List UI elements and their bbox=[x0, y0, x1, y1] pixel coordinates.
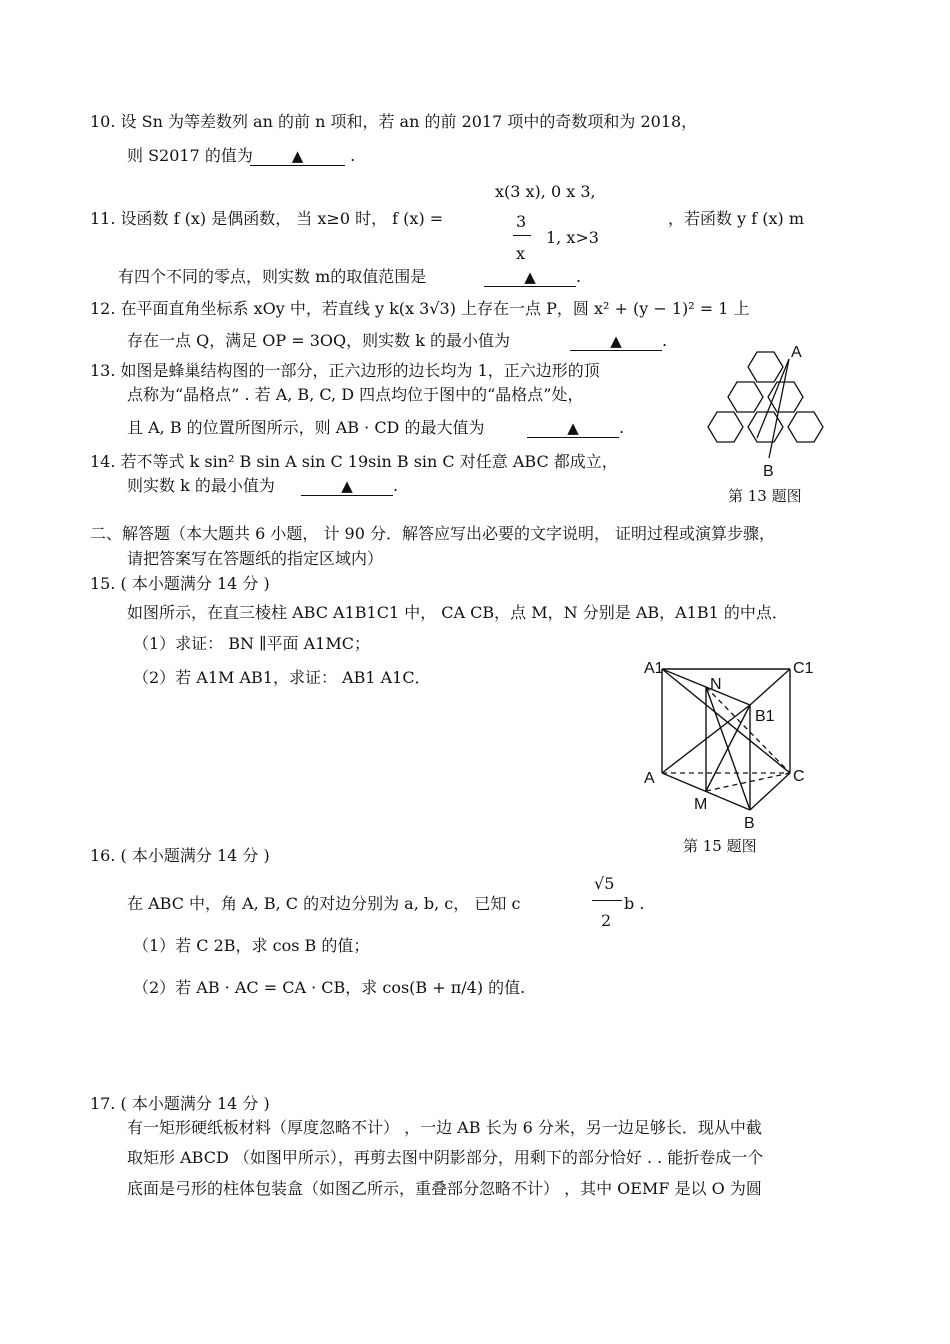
q14-answer-blank: ▲ . bbox=[301, 476, 398, 496]
q11-line2: 有四个不同的零点，则实数 m的取值范围是 bbox=[118, 267, 427, 286]
q11-answer-blank: ▲ . bbox=[484, 267, 581, 287]
prism-figure bbox=[640, 655, 815, 835]
q14-line2: 则实数 k 的最小值为 bbox=[127, 476, 275, 495]
q14-line1: 14. 若不等式 k sin² B sin A sin C 19sin B sin C 对任意 ABC 都成立， bbox=[90, 452, 618, 471]
section2-subheading: 请把答案写在答题纸的指定区域内） bbox=[127, 549, 384, 568]
section2-heading: 二、解答题（本大题共 6 小题， 计 90 分．解答应写出必要的文字说明， 证明过程或演算步骤， bbox=[90, 524, 776, 543]
q11-frac-bar bbox=[513, 235, 531, 236]
q16-header: 16. ( 本小题满分 14 分 ) bbox=[90, 846, 270, 865]
q11-line1: 11. 设函数 f (x) 是偶函数， 当 x≥0 时， f (x) = bbox=[90, 209, 444, 228]
q17-line2: 取矩形 ABCD （如图甲所示），再剪去图中阴影部分，用剩下的部分恰好 . . 能折卷成一个 bbox=[127, 1148, 764, 1167]
q16-frac-den: 2 bbox=[601, 911, 612, 930]
fig15-caption: 第 15 题图 bbox=[683, 837, 757, 855]
q10-line1: 10. 设 Sn 为等差数列 an 的前 n 项和，若 an 的前 2017 项中的奇数项和为 2018， bbox=[90, 112, 698, 131]
fig13-caption: 第 13 题图 bbox=[728, 487, 802, 505]
q12-line1: 12. 在平面直角坐标系 xOy 中，若直线 y k(x 3√3) 上存在一点 P，圆 x² + (y − 1)² = 1 上 bbox=[90, 299, 750, 318]
honeycomb-figure bbox=[705, 340, 840, 480]
q11-line1-tail: ，若函数 y f (x) m bbox=[668, 209, 804, 228]
q17-header: 17. ( 本小题满分 14 分 ) bbox=[90, 1094, 270, 1113]
q16-line1: 在 ABC 中，角 A, B, C 的对边分别为 a, b, c， 已知 c bbox=[127, 894, 521, 913]
q16-frac-num: √5 bbox=[594, 874, 615, 893]
q15-part1: （1）求证： BN ∥平面 A1MC； bbox=[133, 634, 370, 653]
q15-part2: （2）若 A1M AB1，求证： AB1 A1C． bbox=[133, 668, 431, 687]
q15-line1: 如图所示，在直三棱柱 ABC A1B1C1 中， CA CB，点 M，N 分别是 AB，A1B1 的中点． bbox=[127, 603, 788, 622]
fig15-label-b1: B1 bbox=[755, 708, 775, 725]
q11-frac-den: x bbox=[516, 244, 526, 263]
q10-line2: 则 S2017 的值为 bbox=[127, 146, 253, 165]
q10-answer-blank: ▲ . bbox=[250, 146, 355, 166]
fig15-label-b: B bbox=[744, 815, 755, 832]
q13-line3: 且 A, B 的位置所图所示，则 AB · CD 的最大值为 bbox=[127, 418, 485, 437]
fig15-label-c1: C1 bbox=[793, 660, 814, 677]
q13-line2: 点称为“晶格点” . 若 A, B, C, D 四点均位于图中的“晶格点”处， bbox=[127, 385, 584, 404]
fig15-label-m: M bbox=[694, 796, 708, 813]
q12-line2: 存在一点 Q，满足 OP = 3OQ，则实数 k 的最小值为 bbox=[127, 331, 511, 350]
q15-header: 15. ( 本小题满分 14 分 ) bbox=[90, 574, 270, 593]
q17-line1: 有一矩形硬纸板材料（厚度忽略不计） ，一边 AB 长为 6 分米，另一边足够长．现从中截 bbox=[127, 1118, 762, 1137]
q16-frac-tail: b . bbox=[624, 894, 645, 913]
q16-part2: （2）若 AB · AC = CA · CB，求 cos(B + π/4) 的值. bbox=[133, 978, 526, 997]
fig15-label-c: C bbox=[793, 768, 805, 785]
q11-piece2: 1, x>3 bbox=[546, 228, 599, 247]
fig13-label-a: A bbox=[791, 344, 802, 361]
q11-piece1: x(3 x), 0 x 3, bbox=[495, 182, 596, 201]
fig15-label-n: N bbox=[710, 676, 722, 693]
fig15-label-a: A bbox=[644, 770, 655, 787]
fig13-label-b: B bbox=[763, 463, 774, 480]
q13-answer-blank: ▲ . bbox=[527, 418, 624, 438]
q11-frac-num: 3 bbox=[516, 212, 527, 231]
q17-line3: 底面是弓形的柱体包装盒（如图乙所示，重叠部分忽略不计） ，其中 OEMF 是以 O 为圆 bbox=[127, 1179, 762, 1198]
q13-line1: 13. 如图是蜂巢结构图的一部分，正六边形的边长均为 1，正六边形的顶 bbox=[90, 361, 600, 380]
fig15-label-a1: A1 bbox=[644, 660, 664, 677]
q16-frac-bar bbox=[592, 900, 622, 901]
q12-answer-blank: ▲ . bbox=[570, 331, 667, 351]
q16-part1: （1）若 C 2B，求 cos B 的值； bbox=[133, 936, 370, 955]
